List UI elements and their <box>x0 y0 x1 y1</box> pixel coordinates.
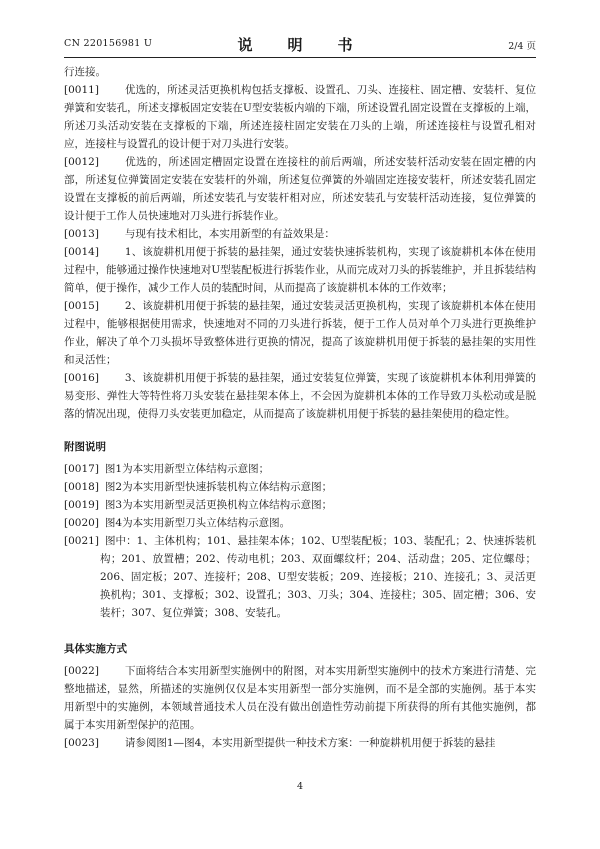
paragraph-number: [0023] <box>64 737 99 749</box>
paragraph-text: 2、该旋耕机用便于拆装的悬挂架，通过安装灵活更换机构，实现了该旋耕机本体在使用过程中，能够根据使用需求，快速地对不同的刀头进行拆装，便于工作人员对单个刀头进行更换维护作业，解决了单个刀头损坏导致整体进行更换的情况，提高了该旋耕机用便于拆装的悬挂架的实用性和灵活性； <box>64 300 536 366</box>
paragraph <box>64 81 536 153</box>
paragraph-number: [0014] <box>64 246 99 258</box>
paragraph-text: 与现有技术相比，本实用新型的有益效果是： <box>124 228 335 240</box>
paragraph-group-drawings <box>64 460 536 622</box>
paragraph <box>64 297 536 369</box>
paragraph-number: [0017] <box>64 463 99 475</box>
paragraph-number: [0011] <box>64 84 99 96</box>
paragraph-text: 请参阅图1—图4，本实用新型提供一种技术方案：一种旋耕机用便于拆装的悬挂 <box>124 737 496 749</box>
paragraph-text: 1、该旋耕机用便于拆装的悬挂架，通过安装快速拆装机构，实现了该旋耕机本体在使用过程中，能够通过操作快速地对U型装配板进行拆装作业，从而完成对刀头的拆装维护，并且拆装结构简单，便于操作，减少工作人员的装配时间，从而提高了该旋耕机本体的工作效率； <box>64 246 536 294</box>
paragraph-number: [0021] <box>64 535 99 547</box>
paragraph-text: 图3为本实用新型灵活更换机构立体结构示意图； <box>104 499 333 511</box>
paragraph-text: 图1为本实用新型立体结构示意图； <box>104 463 270 475</box>
paragraph-number: [0012] <box>64 156 99 168</box>
paragraph-group-summary <box>64 63 536 423</box>
paragraph-text: 图中：1、主体机构；101、悬挂架本体；102、U型装配板；103、装配孔；2、快速拆装机构；201、放置槽；202、传动电机；203、双面螺纹杆；204、活动盘；205、定位螺母；206、固定板；207、连接杆；208、U型安装板；209、连接板；210、连接孔；3、灵活更换机构；301、支撑板；302、设置孔；303、刀头；304、连接柱；305、固定槽；306、安装杆；307、复位弹簧；308、安装孔。 <box>100 535 536 619</box>
paragraph-text: 优选的，所述固定槽固定设置在连接柱的前后两端，所述安装杆活动安装在固定槽的内部，所述复位弹簧固定安装在安装杆的外端，所述复位弹簧的外端固定连接安装杆，所述安装孔固定设置在支撑板的前后两端，所述安装孔与安装杆相对应，所述安装孔与安装杆活动连接，复位弹簧的设计便于工作人员快速地对刀头进行拆装作业。 <box>64 156 536 222</box>
paragraph-number: [0013] <box>64 228 99 240</box>
paragraph-text: 图4为本实用新型刀头立体结构示意图。 <box>104 517 291 529</box>
paragraph <box>64 496 536 514</box>
section-heading-drawings: 附图说明 <box>64 441 106 453</box>
page-info: 2/4 页 <box>508 41 536 52</box>
paragraph <box>64 460 536 478</box>
patent-number: CN 220156981 U <box>64 38 153 49</box>
paragraph <box>64 63 536 81</box>
paragraph <box>64 532 536 622</box>
paragraph-text: 图2为本实用新型快速拆装机构立体结构示意图； <box>104 481 333 493</box>
paragraph-group-embodiments <box>64 662 536 752</box>
paragraph-number: [0016] <box>64 372 99 384</box>
paragraph-text: 下面将结合本实用新型实施例中的附图，对本实用新型实施例中的技术方案进行清楚、完整地描述，显然，所描述的实施例仅仅是本实用新型一部分实施例，而不是全部的实施例。基于本实用新型中的实施例，本领域普通技术人员在没有做出创造性劳动前提下所获得的所有其他实施例，都属于本实用新型保护的范围。 <box>64 665 536 731</box>
paragraph-text: 优选的，所述灵活更换机构包括支撑板、设置孔、刀头、连接柱、固定槽、安装杆、复位弹簧和安装孔，所述支撑板固定安装在U型安装板内端的下端，所述设置孔固定设置在支撑板的上端，所述刀头活动安装在支撑板的下端，所述连接柱固定安装在刀头的上端，所述连接柱与设置孔相对应，连接柱与设置孔的设计便于对刀头进行安装。 <box>64 84 536 150</box>
section-heading-embodiments: 具体实施方式 <box>64 643 127 655</box>
paragraph <box>64 478 536 496</box>
paragraph <box>64 662 536 734</box>
paragraph-number: [0022] <box>64 665 99 677</box>
paragraph <box>64 369 536 423</box>
paragraph-number: [0019] <box>64 499 99 511</box>
paragraph-number: [0020] <box>64 517 99 529</box>
paragraph-text: 3、该旋耕机用便于拆装的悬挂架，通过安装复位弹簧，实现了该旋耕机本体利用弹簧的易变形、弹性大等特性将刀头安装在悬挂架本体上，不会因为旋耕机本体的工作导致刀头松动或是脱落的情况出现，使得刀头安装更加稳定，从而提高了该旋耕机用便于拆装的悬挂架使用的稳定性。 <box>64 372 536 420</box>
paragraph <box>64 243 536 297</box>
paragraph <box>64 514 536 532</box>
page-header <box>64 34 536 56</box>
paragraph-number: [0015] <box>64 300 99 312</box>
paragraph <box>64 153 536 225</box>
document-body <box>64 63 536 752</box>
paragraph-text: 行连接。 <box>64 66 106 78</box>
header-divider <box>64 57 536 58</box>
page-number: 4 <box>296 781 304 792</box>
paragraph <box>64 225 536 243</box>
document-title: 说 明 书 <box>237 36 363 54</box>
paragraph <box>64 734 536 752</box>
paragraph-number: [0018] <box>64 481 99 493</box>
